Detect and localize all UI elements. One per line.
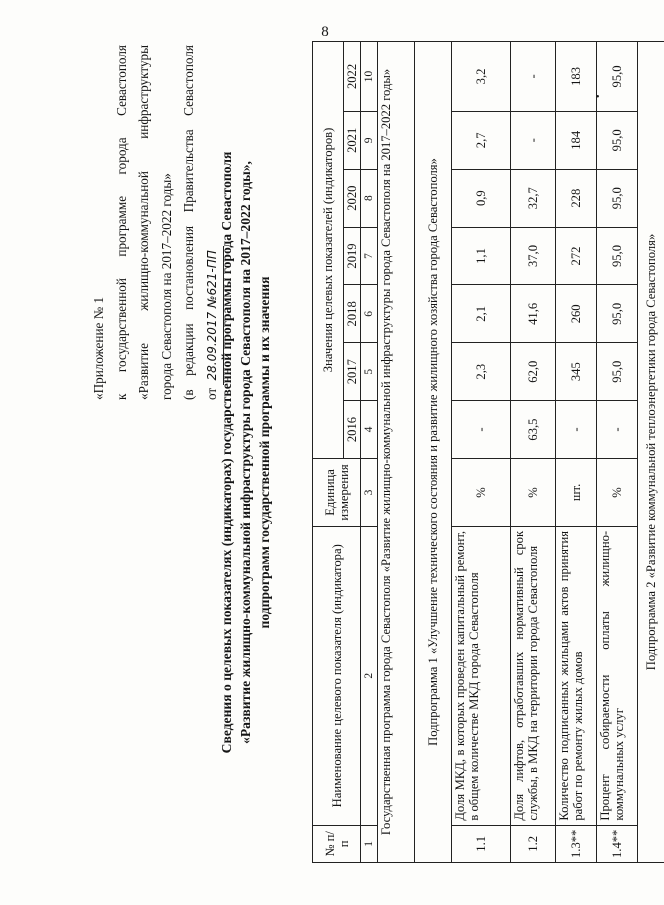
row-unit: % xyxy=(452,458,511,526)
row-name: Доля лифтов, отработавших нормативный срок службы, в МКД на территории города Севастополя xyxy=(511,526,556,825)
year-header: 2022 xyxy=(344,42,361,112)
row-value: 62,0 xyxy=(511,343,556,401)
column-index: 5 xyxy=(361,343,378,401)
subprogram-row xyxy=(415,42,452,863)
subprogram-1-title: Подпрограмма 1 «Улучшение технического состояния и развитие жилищного хозяйства города Севастополя» xyxy=(415,42,452,863)
indicators-table-wrap xyxy=(312,41,664,863)
column-index: 10 xyxy=(361,42,378,112)
column-index: 1 xyxy=(361,825,378,862)
row-value: 228 xyxy=(556,169,597,227)
row-value: 2,7 xyxy=(452,111,511,169)
heading-line: «Развитие жилищно-коммунальной инфраструктуры города Севастополя на 2017–2022 годы», xyxy=(238,161,253,744)
row-value: 2,1 xyxy=(452,285,511,343)
col-header-values: Значения целевых показателей (индикаторов) xyxy=(313,42,344,459)
column-index: 6 xyxy=(361,285,378,343)
row-unit: % xyxy=(511,458,556,526)
year-header: 2016 xyxy=(344,401,361,459)
row-num: 1.4** xyxy=(597,825,638,862)
column-index-row xyxy=(361,42,378,863)
heading-line: Сведения о целевых показателях (индикаторах) государственной программы города Севастополя xyxy=(219,151,234,754)
header-row xyxy=(313,42,344,863)
table-row xyxy=(452,42,511,863)
annex-block xyxy=(88,45,224,400)
column-index: 7 xyxy=(361,227,378,285)
indicators-table xyxy=(312,41,664,863)
row-value: - xyxy=(597,401,638,459)
row-value: - xyxy=(452,401,511,459)
subprogram-row xyxy=(638,42,664,863)
row-value: - xyxy=(511,42,556,112)
row-value: 272 xyxy=(556,227,597,285)
row-value: 183 xyxy=(556,42,597,112)
row-value: 95,0 xyxy=(597,343,638,401)
row-name: Процент собираемости оплаты жилищно-коммунальных услуг xyxy=(597,526,638,825)
col-header-unit: Единица измерения xyxy=(313,458,361,526)
row-unit: % xyxy=(597,458,638,526)
row-value: - xyxy=(511,111,556,169)
column-index: 3 xyxy=(361,458,378,526)
row-value: 95,0 xyxy=(597,111,638,169)
row-value: 3,2 xyxy=(452,42,511,112)
row-value: 95,0 xyxy=(597,42,638,112)
row-value: 95,0 xyxy=(597,285,638,343)
row-value: 1,1 xyxy=(452,227,511,285)
year-header: 2018 xyxy=(344,285,361,343)
row-value: 345 xyxy=(556,343,597,401)
row-value: 41,6 xyxy=(511,285,556,343)
column-index: 4 xyxy=(361,401,378,459)
document-heading xyxy=(217,40,274,865)
handwritten-date-signature: 28.09.2017 №621-ПП xyxy=(201,246,225,384)
year-header: 2019 xyxy=(344,227,361,285)
program-title: Государственная программа города Севастополя «Развитие жилищно-коммунальной инфраструктуры города Севастополя на 2017–2022 годы» xyxy=(378,42,415,863)
table-row xyxy=(511,42,556,863)
row-value: 2,3 xyxy=(452,343,511,401)
row-value: - xyxy=(556,401,597,459)
row-value: 95,0 xyxy=(597,227,638,285)
row-unit: шт. xyxy=(556,458,597,526)
row-value: 95,0 xyxy=(597,169,638,227)
row-name: Количество подписанных жильцами актов принятия работ по ремонту жилых домов xyxy=(556,526,597,825)
row-value: 37,0 xyxy=(511,227,556,285)
row-value: 0,9 xyxy=(452,169,511,227)
year-header: 2017 xyxy=(344,343,361,401)
subprogram-2-title: Подпрограмма 2 «Развитие коммунальной теплоэнергетики города Севастополя» xyxy=(638,42,664,863)
row-value: 184 xyxy=(556,111,597,169)
annex-title: «Приложение № 1 xyxy=(91,296,106,400)
program-row xyxy=(378,42,415,863)
col-header-name: Наименование целевого показателя (индикатора) xyxy=(313,526,361,825)
column-index: 2 xyxy=(361,526,378,825)
row-value: 63,5 xyxy=(511,401,556,459)
row-value: 32,7 xyxy=(511,169,556,227)
annex-line: к государственной программе города Севастополя xyxy=(113,45,129,400)
row-num: 1.2 xyxy=(511,825,556,862)
heading-line: подпрограмм государственной программы и их значения xyxy=(257,276,272,629)
row-num: 1.3** xyxy=(556,825,597,862)
row-name: Доля МКД, в которых проведен капитальный ремонт, в общем количестве МКД города Севастополя xyxy=(452,526,511,825)
column-index: 9 xyxy=(361,111,378,169)
row-num: 1.1 xyxy=(452,825,511,862)
table-row xyxy=(556,42,597,863)
stray-mark: • xyxy=(596,92,600,103)
annex-line: «Развитие жилищно-коммунальной инфраструктуры xyxy=(136,45,151,400)
year-header: 2020 xyxy=(344,169,361,227)
column-index: 8 xyxy=(361,169,378,227)
col-header-num: № п/п xyxy=(313,825,361,862)
row-value: 260 xyxy=(556,285,597,343)
annex-from-label: от xyxy=(203,387,219,400)
annex-line: (в редакции постановления Правительства Севастополя xyxy=(181,45,196,400)
page-number: 8 xyxy=(321,24,329,40)
annex-line: города Севастополя на 2017–2022 годы» xyxy=(158,173,174,400)
year-header: 2021 xyxy=(344,111,361,169)
table-row xyxy=(597,42,638,863)
